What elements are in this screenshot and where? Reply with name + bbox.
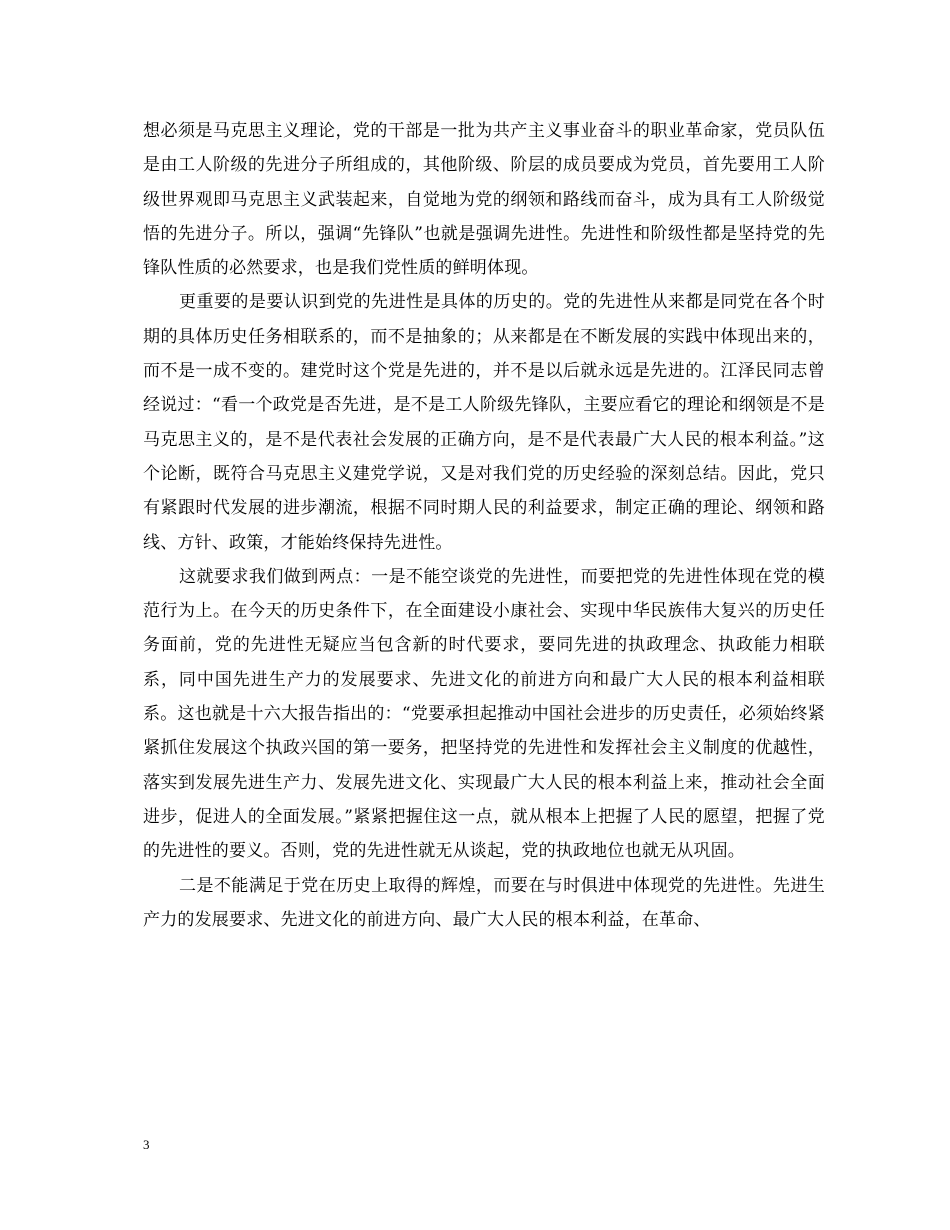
paragraph-3: 这就要求我们做到两点：一是不能空谈党的先进性，而要把党的先进性体现在党的模范行为上。在今天的历史条件下，在全面建设小康社会、实现中华民族伟大复兴的历史任务面前，党的先进性无疑应当包含新的时代要求，要同先进的执政理念、执政能力相联系，同中国先进生产力的发展要求、先进文化的前进方向和最广大人民的根本利益相联系。这也就是十六大报告指出的：“党要承担起推动中国社会进步的历史责任，必须始终紧紧抓住发展这个执政兴国的第一要务，把坚持党的先进性和发挥社会主义制度的优越性，落实到发展先进生产力、发展先进文化、实现最广大人民的根本利益上来，推动社会全面进步，促进人的全面发展。”紧紧把握住这一点，就从根本上把握了人民的愿望，把握了党的先进性的要义。否则，党的先进性就无从谈起，党的执政地位也就无从巩固。	[143, 566, 825, 862]
body-text	[143, 114, 825, 937]
paragraph-4: 二是不能满足于党在历史上取得的辉煌，而要在与时俱进中体现党的先进性。先进生产力的发展要求、先进文化的前进方向、最广大人民的根本利益，在革命、	[143, 875, 825, 930]
paragraph-1: 想必须是马克思主义理论，党的干部是一批为共产主义事业奋斗的职业革命家，党员队伍是由工人阶级的先进分子所组成的，其他阶级、阶层的成员要成为党员，首先要用工人阶级世界观即马克思主义武装起来，自觉地为党的纲领和路线而奋斗，成为具有工人阶级觉悟的先进分子。所以，强调“先锋队”也就是强调先进性。先进性和阶级性都是坚持党的先锋队性质的必然要求，也是我们党性质的鲜明体现。	[143, 121, 825, 279]
paragraph-2: 更重要的是要认识到党的先进性是具体的历史的。党的先进性从来都是同党在各个时期的具体历史任务相联系的，而不是抽象的；从来都是在不断发展的实践中体现出来的，而不是一成不变的。建党时这个党是先进的，并不是以后就永远是先进的。江泽民同志曾经说过：“看一个政党是否先进，是不是工人阶级先锋队，主要应看它的理论和纲领是不是马克思主义的，是不是代表社会发展的正确方向，是不是代表最广大人民的根本利益。”这个论断，既符合马克思主义建党学说，又是对我们党的历史经验的深刻总结。因此，党只有紧跟时代发展的进步潮流，根据不同时期人民的利益要求，制定正确的理论、纲领和路线、方针、政策，才能始终保持先进性。	[143, 292, 825, 553]
page-number: 3	[143, 1137, 150, 1152]
